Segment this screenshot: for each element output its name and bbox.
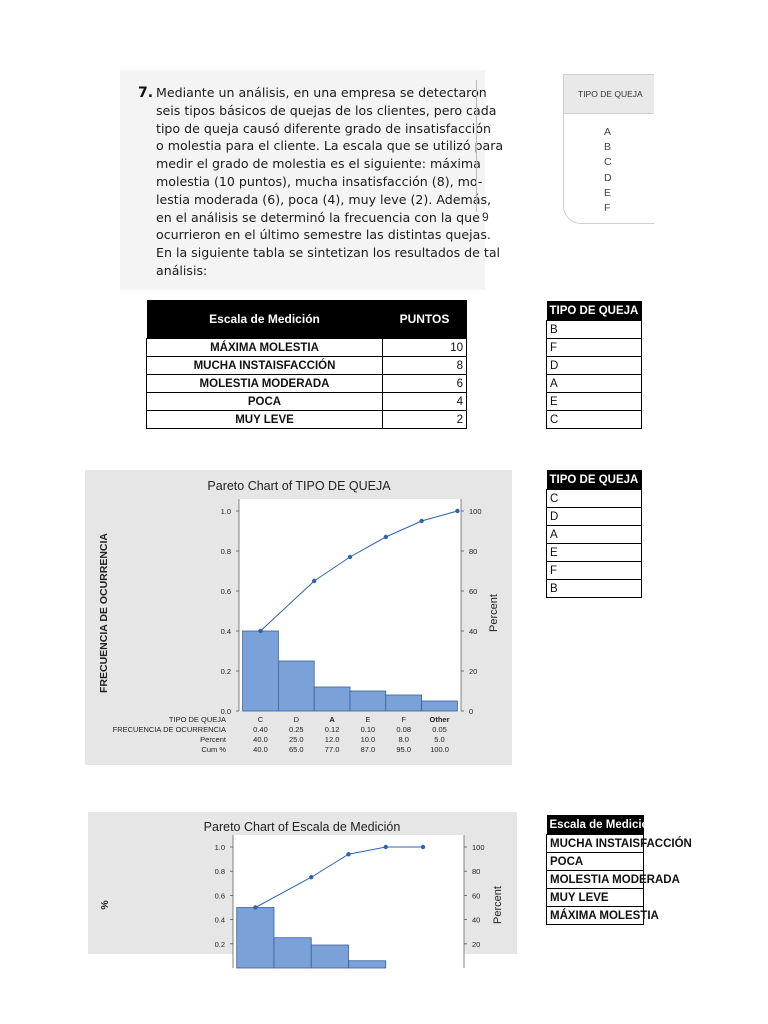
table-cell-label: Other — [429, 715, 450, 724]
table-cell: D — [547, 357, 642, 375]
table-row — [547, 544, 642, 562]
table-cell-label: 12.0 — [324, 735, 340, 744]
column-header: Escala de Medición — [147, 300, 383, 339]
table-row — [147, 375, 467, 393]
table-row — [547, 490, 642, 508]
table-cell-label: C — [257, 715, 264, 724]
table-cell-label: 25.0 — [288, 735, 304, 744]
y-tick-label: 0.4 — [220, 627, 231, 636]
table-cell-label: 87.0 — [360, 745, 376, 754]
table-cell: MOLESTIA MODERADA — [547, 871, 644, 889]
chart-title: Pareto Chart of Escala de Medición — [203, 820, 401, 834]
table-row — [547, 580, 642, 598]
table-row — [547, 411, 642, 429]
cumulative-point — [384, 845, 388, 849]
y-tick-label: 0.2 — [220, 667, 231, 676]
table-cell: 2 — [383, 411, 467, 429]
column-header: TIPO DE QUEJA — [547, 301, 642, 321]
table-row — [147, 393, 467, 411]
bar — [274, 938, 311, 968]
list-item: C — [604, 156, 612, 169]
table-cell: MOLESTIA MODERADA — [147, 375, 383, 393]
y-tick-label: 0.8 — [220, 547, 231, 556]
table-cell: MUY LEVE — [547, 889, 644, 907]
scanned-tipo-table — [563, 74, 654, 224]
table-cell-label: 0.10 — [360, 725, 376, 734]
table-cell: A — [547, 375, 642, 393]
y-tick-label: 0.6 — [220, 587, 231, 596]
problem-number: 7. — [138, 85, 154, 101]
table-cell: C — [547, 411, 642, 429]
table-cell-label: 95.0 — [396, 745, 412, 754]
table-cell-label: 0.05 — [432, 725, 447, 734]
problem-line: o molestia para el cliente. La escala que se utilizó para — [156, 138, 504, 154]
scanned-list — [604, 125, 612, 216]
y2-tick-label: 40 — [472, 915, 481, 925]
cumulative-point — [258, 629, 262, 633]
table-row — [547, 321, 642, 339]
list-item: F — [604, 202, 611, 215]
pareto-chart-tipo-queja — [85, 470, 512, 765]
table-cell: B — [547, 321, 642, 339]
problem-statement — [120, 70, 504, 290]
table-cell: E — [547, 393, 642, 411]
cumulative-point — [309, 875, 313, 879]
table-row — [547, 835, 644, 853]
table-row — [147, 411, 467, 429]
bar — [349, 961, 386, 968]
scanned-header-text: TIPO DE QUEJA — [578, 89, 643, 99]
problem-line: seis tipos básicos de quejas de los clientes, pero cada — [156, 102, 497, 118]
table-cell-label: 0.08 — [396, 725, 412, 734]
y-axis-label: FRECUENCIA DE OCURRENCIA — [98, 532, 110, 694]
table-cell: C — [547, 490, 642, 508]
list-item: E — [604, 186, 612, 199]
table-cell-label: 0.40 — [253, 725, 268, 734]
problem-line: tipo de queja causó diferente grado de insatisfacción — [156, 120, 491, 136]
y2-tick-label: 20 — [472, 939, 481, 949]
table-cell-label: F — [401, 715, 407, 724]
y2-tick-label: 80 — [472, 867, 481, 877]
table-cell-label: A — [329, 715, 335, 724]
chart-title: Pareto Chart of TIPO DE QUEJA — [207, 479, 391, 493]
table-row — [147, 357, 467, 375]
table-cell: E — [547, 544, 642, 562]
problem-line: análisis: — [156, 262, 208, 278]
pareto-chart-escala — [88, 812, 517, 954]
table-cell-label: 5.0 — [434, 735, 445, 744]
pareto-chart-svg — [88, 812, 517, 954]
table-cell: MÁXIMA MOLESTIA — [547, 907, 644, 925]
escala-table — [146, 300, 467, 429]
table-cell: 4 — [383, 393, 467, 411]
table-cell-label: 40.0 — [253, 735, 268, 744]
table-row — [547, 562, 642, 580]
column-header: TIPO DE QUEJA — [547, 470, 642, 490]
problem-line: en el análisis se determinó la frecuencia con la que — [156, 209, 480, 225]
column-header: PUNTOS — [383, 300, 467, 339]
scan-mark: 9 — [482, 210, 489, 224]
table-cell-label: 77.0 — [324, 745, 340, 754]
y-tick-label: 0.8 — [214, 867, 225, 877]
table-cell: A — [547, 526, 642, 544]
cumulative-point — [253, 905, 257, 909]
table-row-label: Percent — [200, 735, 226, 744]
table-row — [547, 526, 642, 544]
table-row-label: TIPO DE QUEJA — [168, 715, 226, 724]
table-row — [547, 889, 644, 907]
y-axis-label: % — [99, 900, 111, 910]
list-item: D — [604, 171, 612, 184]
table-cell: F — [547, 562, 642, 580]
y-tick-label: 0.2 — [214, 939, 225, 949]
bar — [350, 691, 386, 711]
table-cell: MUCHA INSTAISFACCIÓN — [547, 835, 644, 853]
cumulative-point — [312, 579, 316, 583]
table-cell: MÁXIMA MOLESTIA — [147, 339, 383, 357]
problem-line: En la siguiente tabla se sintetizan los resultados de tal — [156, 245, 501, 261]
y2-tick-label: 60 — [472, 891, 481, 901]
escala-table-2 — [546, 815, 692, 925]
table-row — [547, 871, 644, 889]
problem-line: Mediante un análisis, en una empresa se detectaron — [156, 85, 487, 100]
table-cell: 6 — [383, 375, 467, 393]
y2-tick-label: 40 — [469, 627, 478, 636]
y2-tick-label: 20 — [469, 667, 478, 676]
y-tick-label: 1.0 — [214, 843, 225, 852]
y2-tick-label: 0 — [469, 707, 474, 716]
problem-line: ocurrieron en el último semestre las distintas quejas. — [156, 227, 491, 243]
tipo-queja-table-1 — [546, 301, 642, 429]
table-cell: POCA — [547, 853, 644, 871]
y2-axis-label: Percent — [492, 886, 504, 924]
problem-line: medir el grado de molestia es el siguiente: máxima — [156, 156, 481, 172]
problem-line: molestia (10 puntos), mucha insatisfacción (8), mo- — [156, 173, 483, 189]
table-row — [547, 907, 644, 925]
table-cell: F — [547, 339, 642, 357]
cumulative-point — [421, 845, 425, 849]
y2-tick-label: 60 — [469, 587, 478, 596]
table-row — [547, 375, 642, 393]
y-tick-label: 0.6 — [214, 891, 225, 901]
table-cell-label: 0.25 — [288, 725, 304, 734]
table-cell: MUY LEVE — [147, 411, 383, 429]
table-cell: 8 — [383, 357, 467, 375]
problem-text — [156, 84, 504, 280]
y2-axis-label: Percent — [488, 594, 500, 632]
bar — [278, 661, 314, 711]
bar — [237, 908, 274, 969]
tipo-queja-table-2 — [546, 470, 642, 598]
table-cell-label: D — [293, 715, 300, 724]
cumulative-point — [384, 535, 388, 539]
y2-tick-label: 100 — [472, 843, 485, 852]
table-row — [547, 357, 642, 375]
table-row-label: Cum % — [201, 745, 226, 754]
pareto-chart-svg — [85, 470, 512, 765]
table-row — [547, 393, 642, 411]
cumulative-point — [419, 519, 423, 523]
table-row — [547, 853, 644, 871]
table-cell: 10 — [383, 339, 467, 357]
cumulative-point — [348, 555, 352, 559]
table-cell-label: 8.0 — [398, 735, 409, 744]
bar — [386, 695, 422, 711]
scan-divider — [476, 80, 491, 212]
table-cell: B — [547, 580, 642, 598]
table-cell: POCA — [147, 393, 383, 411]
table-cell-label: 0.12 — [324, 725, 340, 734]
list-item: A — [604, 126, 612, 138]
table-row-label: FRECUENCIA DE OCURRENCIA — [112, 725, 226, 734]
y-tick-label: 1.0 — [220, 507, 231, 516]
table-cell-label: 10.0 — [360, 735, 376, 744]
bar — [314, 687, 350, 711]
column-header: Escala de Medición — [547, 815, 644, 835]
table-cell-label: 65.0 — [288, 745, 304, 754]
bar — [311, 945, 348, 968]
bar — [243, 631, 279, 711]
y-tick-label: 0.4 — [214, 915, 225, 925]
table-cell-label: 40.0 — [253, 745, 268, 754]
table-cell-label: E — [365, 715, 371, 724]
table-cell: D — [547, 508, 642, 526]
table-cell-label: 100.0 — [430, 745, 449, 754]
table-cell: MUCHA INSTAISFACCIÓN — [147, 357, 383, 375]
y2-tick-label: 80 — [469, 547, 478, 556]
y-tick-label: 0.0 — [220, 707, 231, 716]
table-row — [547, 339, 642, 357]
list-item: B — [604, 141, 612, 154]
cumulative-point — [455, 509, 459, 513]
bar — [422, 701, 458, 711]
table-row — [547, 508, 642, 526]
table-row — [147, 339, 467, 357]
problem-line: lestia moderada (6), poca (4), muy leve (2). Además, — [156, 191, 492, 207]
scanned-table-header — [564, 75, 654, 114]
y2-tick-label: 100 — [469, 507, 482, 516]
cumulative-point — [346, 852, 350, 856]
